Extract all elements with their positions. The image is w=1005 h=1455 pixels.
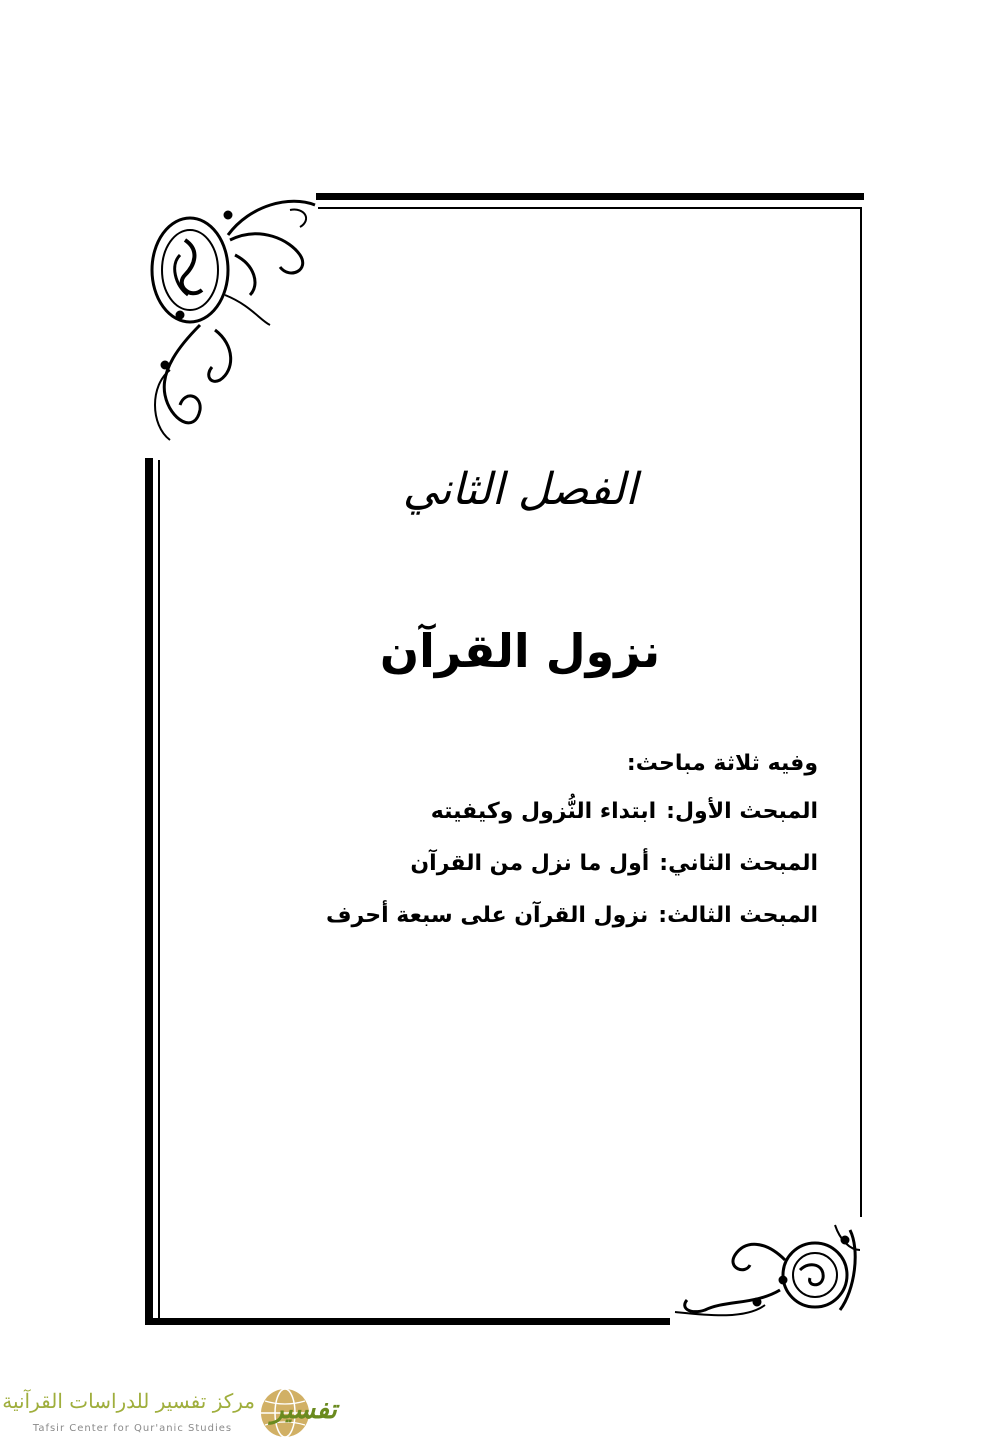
section-item [340, 786, 818, 838]
section-item-label: المبحث الثاني: [659, 851, 818, 876]
section-item [326, 890, 818, 942]
section-item [340, 838, 818, 890]
frame-left-thick-line [145, 458, 153, 1324]
section-item-text: ابتداء النُّزول وكيفيته [430, 799, 657, 824]
section-list-intro: وفيه ثلاثة مباحث: [626, 751, 818, 776]
section-item-text: نزول القرآن على سبعة أحرف [326, 903, 649, 928]
chapter-label: الفصل الثاني [402, 464, 638, 515]
frame-top-thin-line [318, 207, 861, 209]
frame-top-thick-line [316, 193, 864, 200]
section-list [326, 742, 818, 942]
frame-left-thin-line [158, 460, 160, 1318]
floral-corner-ornament-icon [140, 195, 320, 460]
section-item-text: أول ما نزل من القرآن [410, 851, 650, 876]
floral-corner-ornament-icon [665, 1220, 865, 1320]
emblem-word: تفسير [271, 1395, 337, 1425]
frame-bottom-thin-line [158, 1318, 670, 1320]
publisher-logo [2, 1385, 340, 1445]
chapter-title: نزول القرآن [379, 624, 661, 678]
frame-right-line [860, 207, 862, 1217]
publisher-name: مركز تفسير للدراسات القرآنية [2, 1389, 255, 1413]
section-item-label: المبحث الثالث: [658, 903, 818, 928]
section-item-label: المبحث الأول: [666, 799, 818, 824]
publisher-name-english: Tafsir Center for Qur'anic Studies [32, 1423, 233, 1434]
